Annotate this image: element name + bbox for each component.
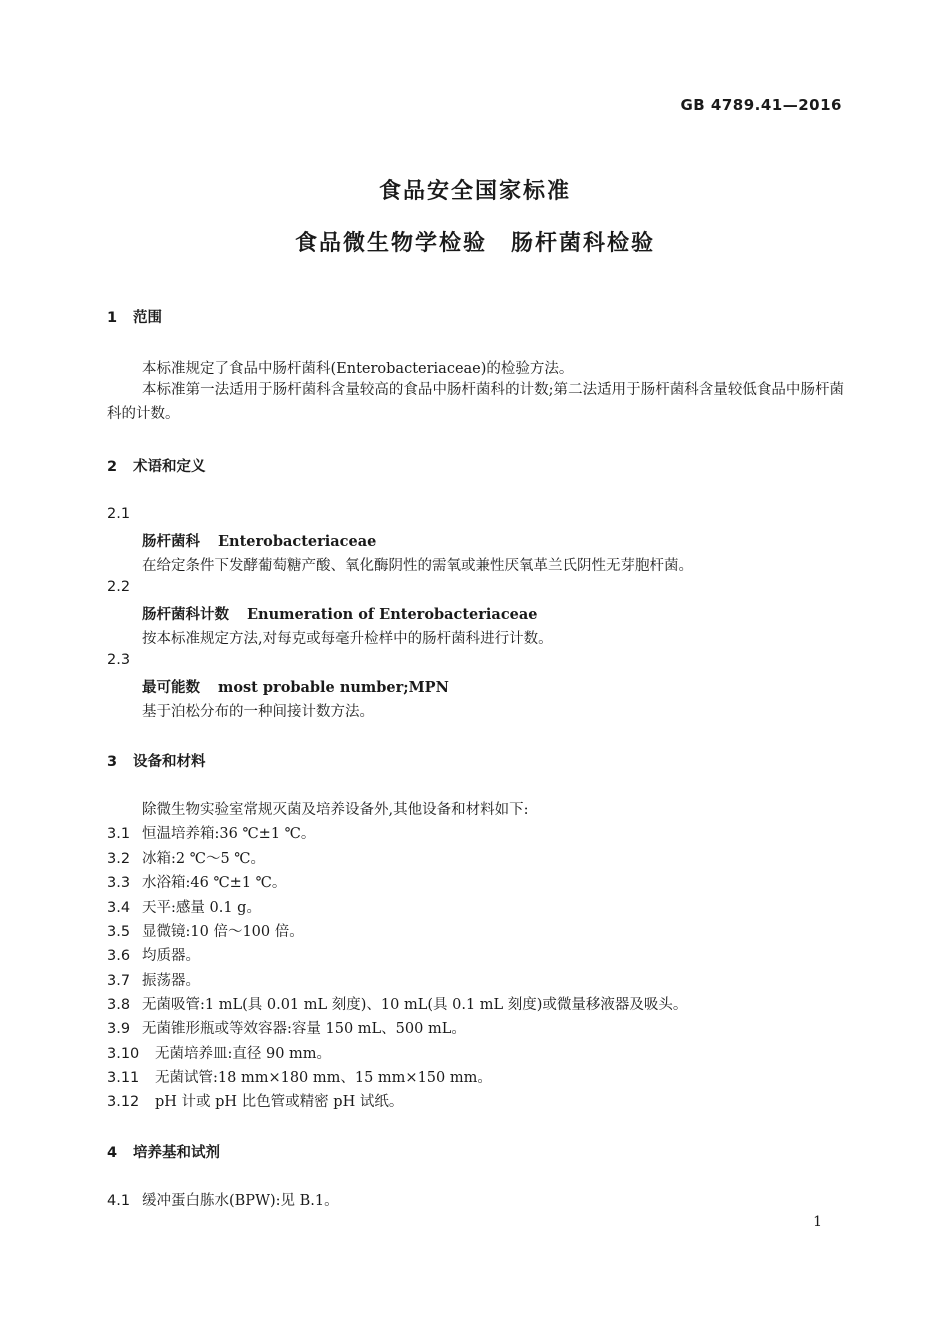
page-number: 1 bbox=[813, 1214, 822, 1230]
list-item bbox=[107, 822, 315, 843]
item-text: 水浴箱:46 ℃±1 ℃。 bbox=[142, 875, 287, 891]
item-text: 无菌吸管:1 mL(具 0.01 mL 刻度)、10 mL(具 0.1 mL 刻度)或微量移液器及吸头。 bbox=[142, 997, 688, 1013]
list-item bbox=[107, 1042, 331, 1063]
document-subtitle: 食品微生物学检验 肠杆菌科检验 bbox=[294, 231, 655, 256]
item-number: 3.1 bbox=[107, 826, 131, 842]
item-text: 缓冲蛋白胨水(BPW):见 B.1。 bbox=[142, 1193, 339, 1209]
item-text: 冰箱:2 ℃～5 ℃。 bbox=[142, 851, 265, 867]
item-number: 3.10 bbox=[107, 1046, 140, 1062]
item-text: 无菌培养皿:直径 90 mm。 bbox=[155, 1046, 332, 1062]
term-en: most probable number;MPN bbox=[218, 679, 449, 696]
term-zh: 肠杆菌科 bbox=[142, 534, 200, 550]
list-item bbox=[107, 920, 304, 941]
item-text: 均质器。 bbox=[142, 948, 200, 964]
item-number: 3.11 bbox=[107, 1070, 140, 1086]
section-title: 设备和材料 bbox=[133, 754, 206, 770]
list-item bbox=[107, 847, 265, 868]
item-number: 3.2 bbox=[107, 851, 131, 867]
section-heading-terms bbox=[107, 455, 206, 476]
list-item bbox=[107, 1066, 492, 1087]
section-number: 3 bbox=[107, 754, 118, 770]
list-item bbox=[107, 896, 261, 917]
list-item bbox=[107, 871, 286, 892]
section-number: 1 bbox=[107, 310, 118, 326]
section-heading-equipment bbox=[107, 750, 206, 771]
term-zh: 肠杆菌科计数 bbox=[142, 607, 229, 623]
list-item bbox=[107, 1090, 403, 1111]
item-text: 无菌锥形瓶或等效容器:容量 150 mL、500 mL。 bbox=[142, 1021, 466, 1037]
section-title: 术语和定义 bbox=[133, 459, 206, 475]
item-number: 3.4 bbox=[107, 900, 131, 916]
list-item bbox=[107, 1189, 339, 1210]
equipment-intro: 除微生物实验室常规灭菌及培养设备外,其他设备和材料如下: bbox=[142, 802, 529, 818]
term-definition: 基于泊松分布的一种间接计数方法。 bbox=[142, 704, 374, 720]
item-text: 无菌试管:18 mm×180 mm、15 mm×150 mm。 bbox=[155, 1070, 492, 1086]
item-number: 3.7 bbox=[107, 973, 131, 989]
term-entry bbox=[142, 676, 449, 697]
scope-paragraph-2: 本标准第一法适用于肠杆菌科含量较高的食品中肠杆菌科的计数;第二法适用于肠杆菌科含量较低食品中肠杆菌科的计数。 bbox=[107, 382, 844, 422]
item-number: 4.1 bbox=[107, 1193, 131, 1209]
term-en: Enumeration of Enterobacteriaceae bbox=[247, 606, 538, 623]
item-text: 恒温培养箱:36 ℃±1 ℃。 bbox=[142, 826, 316, 842]
term-entry bbox=[142, 530, 376, 551]
item-number: 3.8 bbox=[107, 997, 131, 1013]
document-title: 食品安全国家标准 bbox=[378, 179, 571, 204]
section-number: 2 bbox=[107, 459, 118, 475]
item-text: pH 计或 pH 比色管或精密 pH 试纸。 bbox=[155, 1094, 404, 1110]
term-definition: 按本标准规定方法,对每克或每毫升检样中的肠杆菌科进行计数。 bbox=[142, 631, 553, 647]
item-number: 3.5 bbox=[107, 924, 131, 940]
item-number: 3.3 bbox=[107, 875, 131, 891]
item-text: 显微镜:10 倍～100 倍。 bbox=[142, 924, 304, 940]
section-number: 4 bbox=[107, 1145, 118, 1161]
item-text: 振荡器。 bbox=[142, 973, 200, 989]
term-entry bbox=[142, 603, 538, 624]
section-heading-media bbox=[107, 1141, 220, 1162]
section-heading-scope bbox=[107, 306, 162, 327]
term-definition: 在给定条件下发酵葡萄糖产酸、氧化酶阴性的需氧或兼性厌氧革兰氏阴性无芽胞杆菌。 bbox=[142, 558, 693, 574]
term-en: Enterobacteriaceae bbox=[218, 533, 377, 550]
item-number: 3.9 bbox=[107, 1021, 131, 1037]
scope-paragraph-1: 本标准规定了食品中肠杆菌科(Enterobacteriaceae)的检验方法。 bbox=[142, 361, 574, 377]
item-text: 天平:感量 0.1 g。 bbox=[142, 900, 261, 916]
clause-number: 2.1 bbox=[107, 506, 131, 522]
standard-code: GB 4789.41—2016 bbox=[680, 96, 842, 114]
clause-number: 2.3 bbox=[107, 652, 131, 668]
section-title: 范围 bbox=[133, 310, 162, 326]
item-number: 3.6 bbox=[107, 948, 131, 964]
term-zh: 最可能数 bbox=[142, 680, 200, 696]
list-item bbox=[107, 1017, 466, 1038]
section-title: 培养基和试剂 bbox=[133, 1145, 220, 1161]
clause-number: 2.2 bbox=[107, 579, 131, 595]
list-item bbox=[107, 969, 200, 990]
list-item bbox=[107, 993, 687, 1014]
list-item bbox=[107, 944, 200, 965]
item-number: 3.12 bbox=[107, 1094, 140, 1110]
